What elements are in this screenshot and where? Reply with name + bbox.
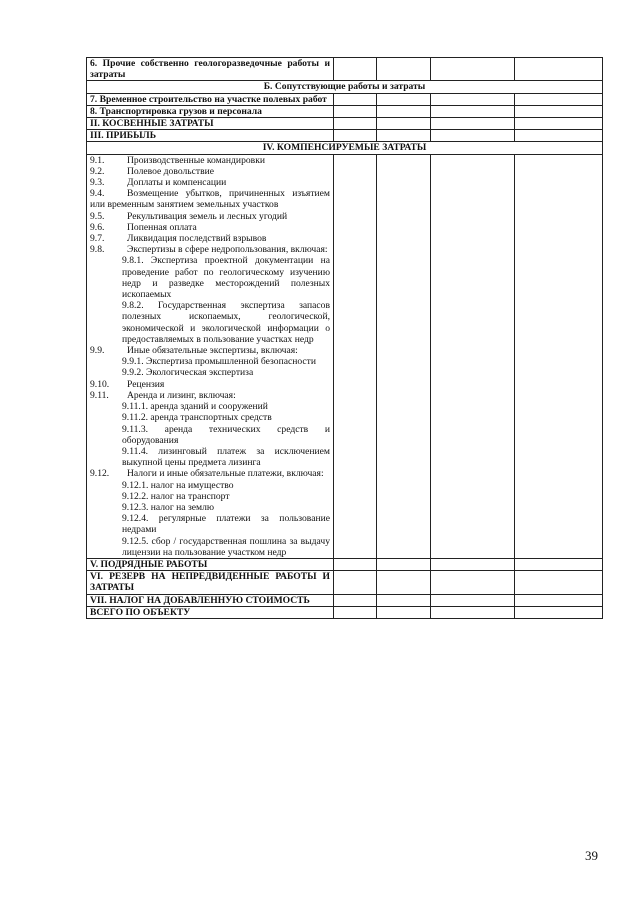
value-cell bbox=[515, 606, 603, 618]
value-cell bbox=[334, 118, 377, 130]
item-number: 9.8. bbox=[90, 244, 105, 256]
value-cell bbox=[377, 118, 431, 130]
section-title: Б. Сопутствующие работы и затраты bbox=[87, 81, 603, 93]
item-text: Иные обязательные экспертизы, включая: bbox=[127, 345, 298, 357]
value-cell bbox=[515, 118, 603, 130]
item-number: 9.10. bbox=[90, 378, 110, 390]
list-item bbox=[90, 222, 330, 233]
section-title: IV. КОМПЕНСИРУЕМЫЕ ЗАТРАТЫ bbox=[87, 142, 603, 154]
sub-item: 9.12.4. регулярные платежи за пользование недрами bbox=[122, 513, 330, 536]
table-row bbox=[87, 558, 603, 570]
list-item bbox=[90, 468, 330, 479]
value-cell bbox=[334, 154, 377, 558]
sub-item: 9.9.2. Экологическая экспертиза bbox=[122, 367, 254, 379]
sub-item: 9.11.1. аренда зданий и сооружений bbox=[122, 401, 268, 413]
sub-item: 9.11.4. лизинговый платеж за исключением выкупной цены предмета лизинга bbox=[122, 445, 330, 469]
row-label: 7. Временное строительство на участке полевых работ bbox=[87, 93, 334, 105]
value-cell bbox=[334, 105, 377, 117]
item-text: Аренда и лизинг, включая: bbox=[127, 389, 236, 401]
list-item bbox=[90, 345, 330, 356]
value-cell bbox=[515, 558, 603, 570]
item-text: Рецензия bbox=[127, 378, 165, 390]
item-text: Полевое довольствие bbox=[127, 165, 215, 177]
value-cell bbox=[377, 594, 431, 606]
item-number: 9.4. bbox=[90, 188, 105, 200]
value-cell bbox=[431, 154, 515, 558]
table-row bbox=[87, 571, 603, 594]
item-number: 9.11. bbox=[90, 389, 109, 401]
value-cell bbox=[515, 571, 603, 594]
item-text: Производственные командировки bbox=[127, 154, 265, 166]
row-label: VII. НАЛОГ НА ДОБАВЛЕННУЮ СТОИМОСТЬ bbox=[87, 594, 334, 606]
list-item bbox=[90, 244, 330, 255]
row-label: VI. РЕЗЕРВ НА НЕПРЕДВИДЕННЫЕ РАБОТЫ И ЗАТРАТЫ bbox=[87, 571, 334, 594]
sub-item: 9.12.5. сбор / государственная пошлина за выдачу лицензии на пользование участком недр bbox=[122, 535, 330, 558]
item-number: 9.7. bbox=[90, 233, 105, 245]
row-label: II. КОСВЕННЫЕ ЗАТРАТЫ bbox=[87, 118, 334, 130]
item-number: 9.6. bbox=[90, 221, 105, 233]
value-cell bbox=[334, 58, 377, 81]
value-cell bbox=[431, 118, 515, 130]
sub-item: 9.11.3. аренда технических средств и оборудования bbox=[122, 423, 330, 446]
compensated-costs-list bbox=[87, 154, 334, 558]
row-label: V. ПОДРЯДНЫЕ РАБОТЫ bbox=[87, 558, 334, 570]
value-cell bbox=[515, 130, 603, 142]
sub-item: 9.8.1. Экспертиза проектной документации на проведение работ по геологическому изучению недр и разведке месторождений полезных ископаемых bbox=[122, 255, 330, 301]
value-cell bbox=[334, 571, 377, 594]
estimate-table-body bbox=[87, 58, 603, 619]
item-text: Экспертизы в сфере недропользования, включая: bbox=[127, 244, 328, 256]
value-cell bbox=[334, 93, 377, 105]
value-cell bbox=[377, 105, 431, 117]
item-number: 9.5. bbox=[90, 210, 105, 222]
value-cell bbox=[431, 130, 515, 142]
sub-item: 9.12.1. налог на имущество bbox=[122, 479, 234, 491]
row-label: 6. Прочие собственно геологоразведочные работы и затраты bbox=[87, 58, 334, 81]
value-cell bbox=[515, 105, 603, 117]
list-item bbox=[90, 166, 330, 177]
list-item bbox=[90, 233, 330, 244]
sub-item: 9.9.1. Экспертиза промышленной безопасности bbox=[122, 356, 316, 368]
value-cell bbox=[334, 594, 377, 606]
value-cell bbox=[431, 105, 515, 117]
value-cell bbox=[431, 58, 515, 81]
value-cell bbox=[377, 571, 431, 594]
sub-item: 9.11.2. аренда транспортных средств bbox=[122, 412, 272, 424]
compensated-costs-block bbox=[87, 154, 603, 558]
value-cell bbox=[377, 606, 431, 618]
list-item bbox=[90, 177, 330, 188]
sub-item: 9.8.2. Государственная экспертиза запасов полезных ископаемых, геологической, экономической и экологической информации о предоставляемых в пользование участках недр bbox=[122, 300, 330, 345]
sub-item: 9.12.2. налог на транспорт bbox=[122, 490, 230, 502]
value-cell bbox=[377, 58, 431, 81]
item-text: Налоги и иные обязательные платежи, включая: bbox=[127, 468, 324, 480]
value-cell bbox=[377, 154, 431, 558]
section-row bbox=[87, 142, 603, 154]
value-cell bbox=[515, 58, 603, 81]
table-row bbox=[87, 93, 603, 105]
value-cell bbox=[334, 130, 377, 142]
value-cell bbox=[431, 606, 515, 618]
item-text: Ликвидация последствий взрывов bbox=[127, 233, 267, 245]
item-text: Возмещение убытков, причиненных изъятием или временным занятием земельных участков bbox=[90, 188, 330, 211]
item-number: 9.1. bbox=[90, 154, 105, 166]
item-number: 9.12. bbox=[90, 468, 110, 480]
list-item bbox=[90, 155, 330, 166]
table-row bbox=[87, 58, 603, 81]
value-cell bbox=[377, 93, 431, 105]
value-cell bbox=[515, 93, 603, 105]
item-number: 9.3. bbox=[90, 177, 105, 189]
item-number: 9.2. bbox=[90, 165, 105, 177]
list-item bbox=[90, 379, 330, 390]
table-row bbox=[87, 105, 603, 117]
value-cell bbox=[431, 93, 515, 105]
value-cell bbox=[515, 594, 603, 606]
value-cell bbox=[377, 130, 431, 142]
value-cell bbox=[431, 571, 515, 594]
item-text: Доплаты и компенсации bbox=[127, 177, 227, 189]
table-row bbox=[87, 606, 603, 618]
item-number: 9.9. bbox=[90, 345, 105, 357]
value-cell bbox=[334, 606, 377, 618]
row-label: 8. Транспортировка грузов и персонала bbox=[87, 105, 334, 117]
value-cell bbox=[334, 558, 377, 570]
list-item bbox=[90, 390, 330, 401]
sub-item: 9.12.3. налог на землю bbox=[122, 501, 215, 513]
list-item bbox=[90, 188, 330, 210]
row-label: ВСЕГО ПО ОБЪЕКТУ bbox=[87, 606, 334, 618]
estimate-table bbox=[86, 57, 603, 619]
value-cell bbox=[431, 558, 515, 570]
item-text: Попенная оплата bbox=[127, 221, 197, 233]
value-cell bbox=[377, 558, 431, 570]
table-row bbox=[87, 594, 603, 606]
item-text: Рекультивация земель и лесных угодий bbox=[127, 210, 288, 222]
page-number: 39 bbox=[585, 848, 598, 863]
section-row bbox=[87, 81, 603, 93]
value-cell bbox=[431, 594, 515, 606]
row-label: III. ПРИБЫЛЬ bbox=[87, 130, 334, 142]
table-row bbox=[87, 118, 603, 130]
value-cell bbox=[515, 154, 603, 558]
table-row bbox=[87, 130, 603, 142]
list-item bbox=[90, 211, 330, 222]
